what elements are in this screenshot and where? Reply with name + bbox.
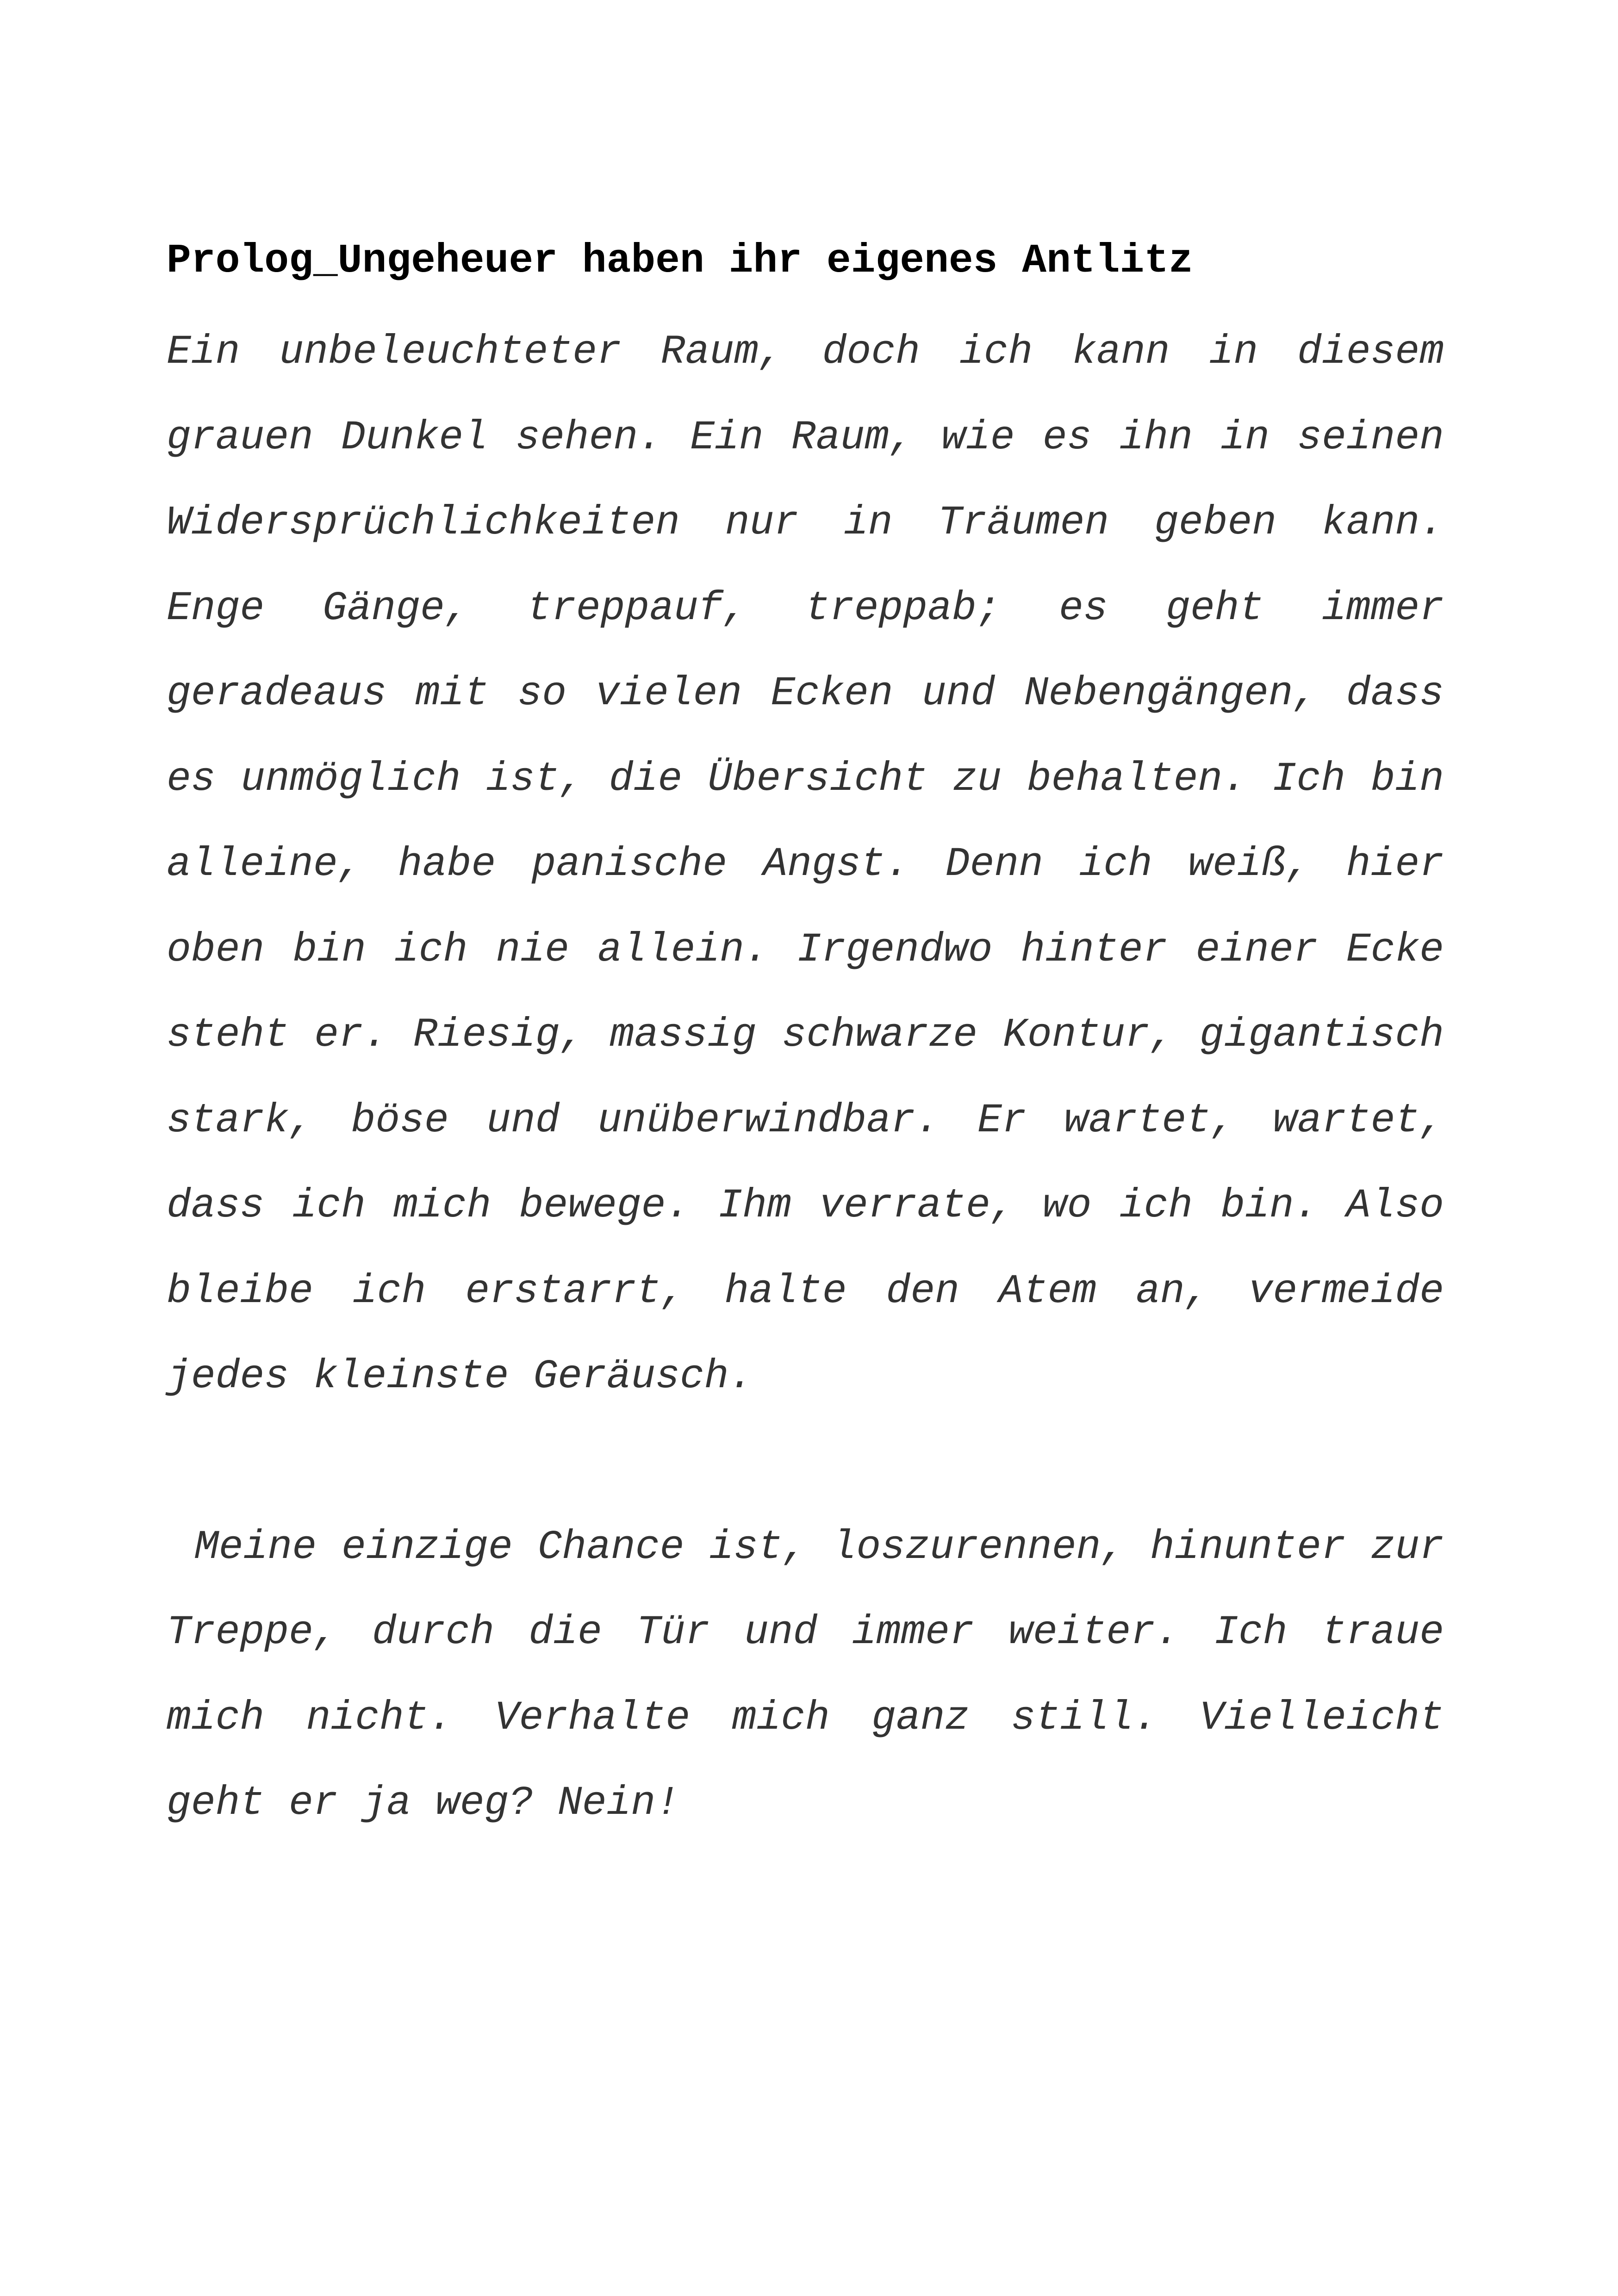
paragraph-1: Ein unbeleuchteter Raum, doch ich kann in diesem grauen Dunkel sehen. Ein Raum, wie es ihn in seinen Widersprüchlichkeiten nur in Träumen geben kann. Enge Gänge, treppauf, treppab; es geht immer geradeaus mit so vielen Ecken und Nebengängen, dass es unmöglich ist, die Übersicht zu behalten. Ich bin alleine, habe panische Angst. Denn ich weiß, hier oben bin ich nie allein. Irgendwo hinter einer Ecke steht er. Riesig, massig schwarze Kontur, gigantisch stark, böse und unüberwindbar. Er wartet, wartet, dass ich mich bewege. Ihm verrate, wo ich bin. Also bleibe ich erstarrt, halte den Atem an, vermeide jedes kleinste Geräusch. <box>167 329 1444 1400</box>
document-body <box>167 217 1444 1847</box>
paragraph-2: Meine einzige Chance ist, loszurennen, hinunter zur Treppe, durch die Tür und immer weiter. Ich traue mich nicht. Verhalte mich ganz still. Vielleicht geht er ja weg? Nein! <box>167 1524 1444 1826</box>
chapter-title: Prolog_Ungeheuer haben ihr eigenes Antlitz <box>167 238 1193 284</box>
